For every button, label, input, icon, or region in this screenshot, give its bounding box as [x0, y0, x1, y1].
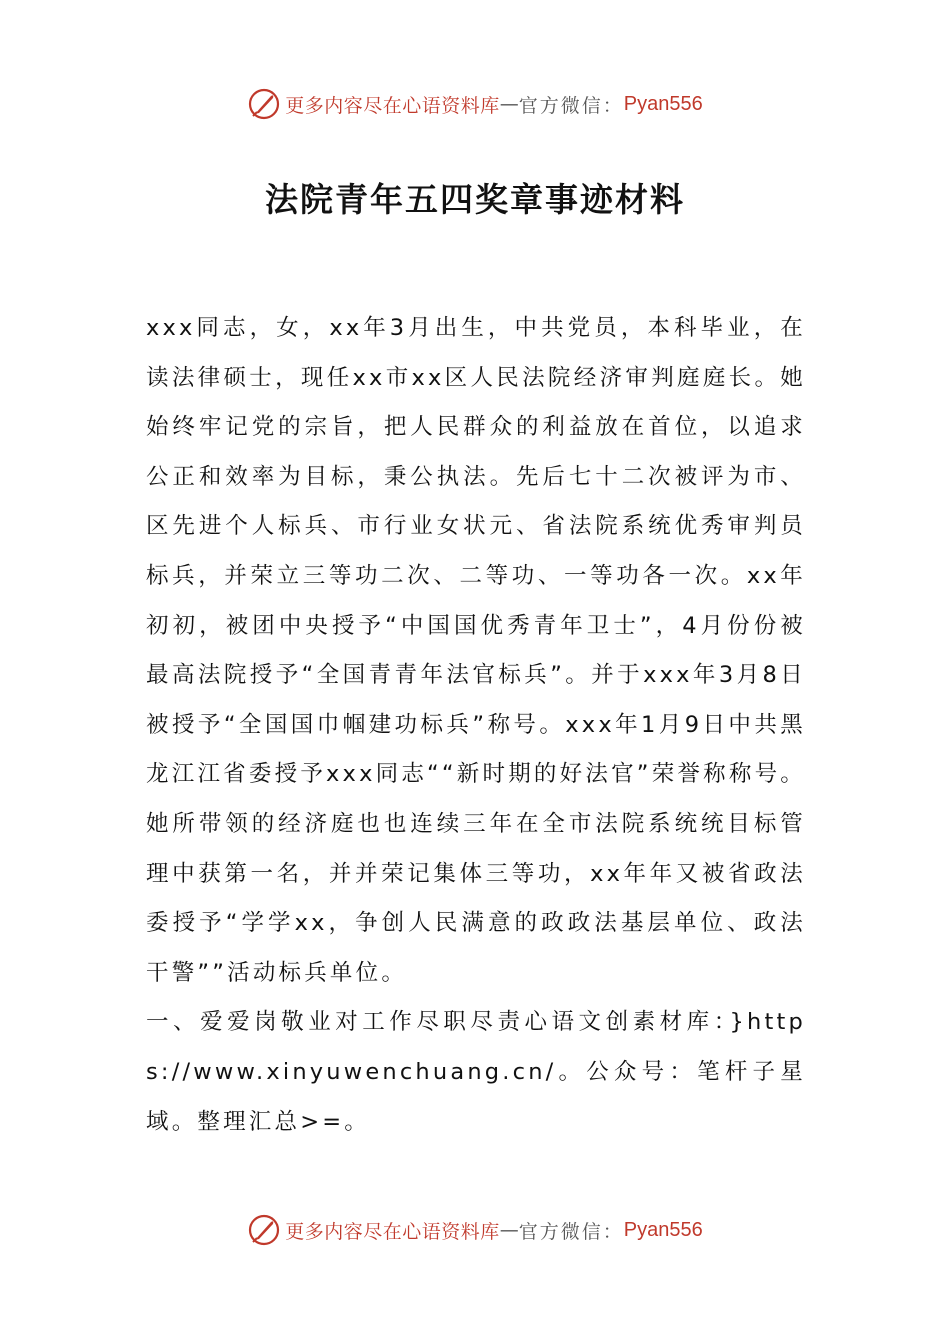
quill-logo-icon: [247, 1213, 281, 1247]
paragraph-bio: xxx同志，女，xx年3月出生，中共党员，本科毕业，在读法律硕士，现任xx市xx区人民法院经济审判庭庭长。她始终牢记党的宗旨，把人民群众的利益放在首位，以追求公正和效率为目标，秉公执法。先后七十二次被评为市、区先进个人标兵、市行业女状元、省法院系统优秀审判员标兵，并荣立三等功二次、二等功、一等功各一次。xx年初初，被团中央授予“中国国优秀青年卫士”，4月份份被最高法院授予“全国青青年法官标兵”。并于xxx年3月8日被授予“全国国巾帼建功标兵”称号。xxx年1月9日中共黑龙江江省委授予xxx同志““新时期的好法官”荣誉称称号。她所带领的经济庭也也连续三年在全市法院系统统目标管理中获第一名，并并荣记集体三等功，xx年年又被省政法委授予“学学xx，争创人民满意的政政法基层单位、政法干警””活动标兵单位。: [146, 315, 806, 986]
document-body: [146, 304, 806, 1147]
quill-logo-icon: [247, 87, 281, 121]
wechat-id: Pyan556: [623, 92, 703, 115]
document-title: 法院青年五四奖章事迹材料: [265, 180, 685, 219]
paragraph-section-one: 一、爱爱岗敬业对工作尽职尽责心语文创素材库：}https://www.xinyuwenchuang.cn/。公众号：笔杆子星域。整理汇总>=。: [146, 1009, 806, 1135]
wechat-id: Pyan556: [623, 1218, 703, 1241]
footer-watermark: [0, 1210, 950, 1250]
official-label: 官方微信：: [518, 94, 624, 117]
brand-text: 更多内容尽在心语资料库: [285, 1220, 500, 1243]
brand-separator: —: [499, 93, 519, 115]
brand-separator: —: [499, 1219, 519, 1241]
brand-text: 更多内容尽在心语资料库: [285, 94, 500, 117]
official-label: 官方微信：: [518, 1220, 624, 1243]
header-watermark: [0, 84, 950, 124]
